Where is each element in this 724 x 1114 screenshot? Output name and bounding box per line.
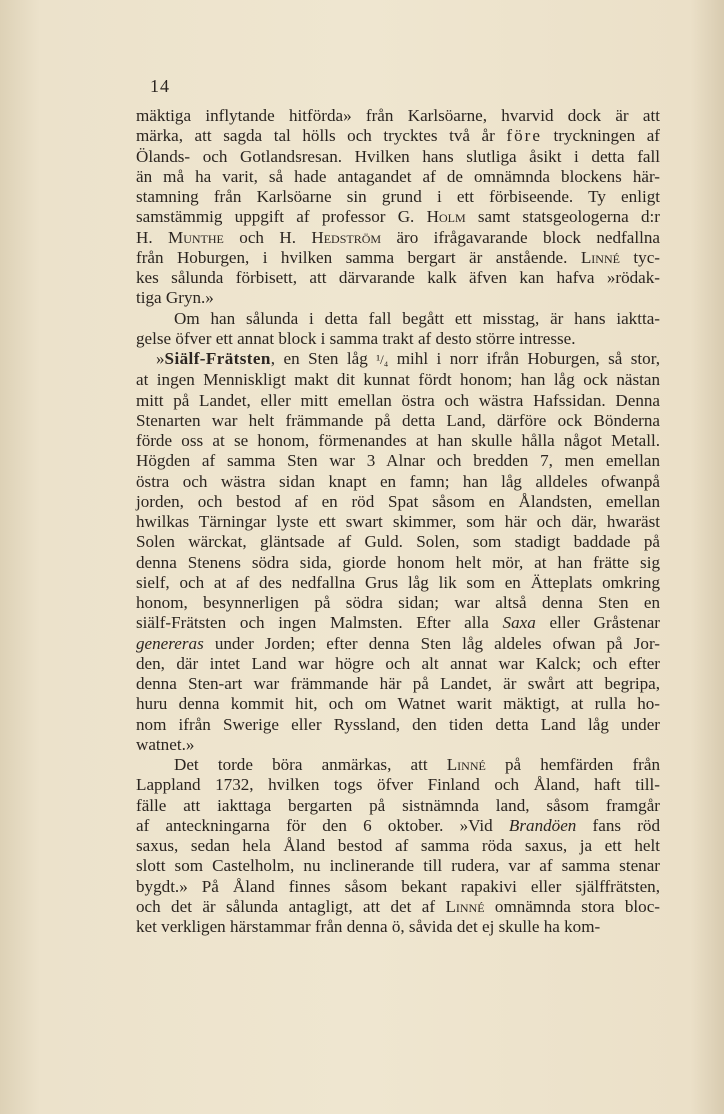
text-line xyxy=(136,573,660,593)
text-line xyxy=(136,126,660,146)
paragraph xyxy=(136,106,660,309)
text-segment: Om han sålunda i detta fall begått ett misstag, är hans iaktta- xyxy=(174,308,660,328)
text-segment: Högden af samma Sten war 3 Alnar och bredden 7, men emellan xyxy=(136,451,660,471)
text-line xyxy=(136,836,660,856)
text-segment: Linné xyxy=(580,247,620,267)
text-segment: eller Gråstenar xyxy=(535,613,660,633)
text-segment: sielf, och at af des nedfallna Grus låg lik som en Ätteplats omkring xyxy=(136,572,660,592)
text-line xyxy=(136,248,660,268)
text-segment: gelse öfver ett annat block i samma trakt af desto större intresse. xyxy=(136,328,576,348)
text-segment: Stenarten war helt främmande på detta Land, därföre ock Bönderna xyxy=(136,410,660,430)
text-line xyxy=(136,431,660,451)
text-line xyxy=(136,735,660,755)
text-segment: » xyxy=(156,349,165,368)
text-segment: tyc- xyxy=(619,247,660,267)
text-line xyxy=(136,532,660,552)
text-segment: Brandöen xyxy=(508,815,577,835)
text-line xyxy=(136,472,660,492)
paragraph xyxy=(136,349,660,755)
text-segment: fans röd xyxy=(576,815,660,835)
text-line xyxy=(136,553,660,573)
text-line xyxy=(136,309,660,329)
text-segment: från Hoburgen, i hvilken samma bergart är anstående. xyxy=(136,247,581,267)
text-line xyxy=(136,329,660,349)
text-line xyxy=(136,147,660,167)
text-segment: och H. xyxy=(223,227,312,247)
paragraph xyxy=(136,755,660,937)
text-segment: kes sålunda förbisett, att därvarande kalk äfven kan hafva »rödak- xyxy=(136,268,660,287)
text-segment: H. xyxy=(136,227,169,247)
text-line xyxy=(136,755,660,775)
text-segment: tryckningen af xyxy=(541,126,661,146)
text-line xyxy=(136,674,660,694)
text-line xyxy=(136,694,660,714)
text-segment: at ingen Menniskligt makt dit kunnat fördt honom; han låg ock nästan xyxy=(136,370,660,390)
text-line xyxy=(136,411,660,431)
text-segment: af anteckningarna för den 6 oktober. »Vid xyxy=(136,815,509,835)
text-segment: märka, att sagda tal hölls och trycktes två år xyxy=(136,126,507,146)
text-segment: Linné xyxy=(446,755,486,774)
text-segment: tiga Gryn.» xyxy=(136,288,214,308)
text-segment: Lappland 1732, hvilken togs öfver Finland och Åland, haft till- xyxy=(136,775,660,795)
text-body xyxy=(136,106,660,937)
page-number: 14 xyxy=(150,76,170,96)
text-line xyxy=(136,634,660,654)
text-segment: Munthe xyxy=(168,227,224,247)
text-segment: ket verkligen härstammar från denna ö, såvida det ej skulle ha kom- xyxy=(136,917,601,936)
text-segment: Ölands- och Gotlandsresan. Hvilken hans slutliga åsikt i detta fall xyxy=(136,146,660,166)
text-segment: förde oss at se honom, förmenandes at han skulle hålla något Metall. xyxy=(136,431,660,450)
text-segment: fälle att iakttaga bergarten på sistnämnda land, såsom framgår xyxy=(136,795,660,815)
text-segment: bygdt.» På Åland finnes såsom bekant rapakivi eller själffrätsten, xyxy=(136,876,660,896)
text-line xyxy=(136,228,660,248)
text-line xyxy=(136,613,660,633)
text-segment: stamning från Karlsöarne sin grund i ett förbiseende. Ty enligt xyxy=(136,187,660,206)
text-segment: än må ha varit, så hade antagandet af de omnämnda blockens här- xyxy=(136,166,660,186)
text-line xyxy=(136,187,660,207)
text-segment: honom, besynnerligen på södra sidan; war altså denna Sten en xyxy=(136,593,660,612)
text-segment: Det torde böra anmärkas, att xyxy=(174,755,447,774)
text-line xyxy=(136,715,660,735)
text-line xyxy=(136,268,660,288)
text-line xyxy=(136,917,660,937)
text-segment: watnet.» xyxy=(136,734,195,754)
text-segment: , en Sten låg xyxy=(270,349,377,368)
text-segment: saxus, sedan hela Åland bestod af samma röda saxus, ja ett helt xyxy=(136,836,660,855)
text-line xyxy=(136,370,660,390)
text-line xyxy=(136,391,660,411)
text-segment: ¹/₄ xyxy=(376,352,389,367)
text-line xyxy=(136,856,660,876)
text-segment: Siälf-Frätsten xyxy=(164,349,271,368)
text-line xyxy=(136,492,660,512)
text-segment: siälf-Frätsten och ingen Malmsten. Efter alla xyxy=(136,613,503,633)
text-line xyxy=(136,349,660,370)
text-line xyxy=(136,106,660,126)
text-line xyxy=(136,451,660,471)
text-line xyxy=(136,897,660,917)
text-segment: samt statsgeologerna d:r xyxy=(465,207,661,227)
text-segment: äro ifrågavarande block nedfallna xyxy=(381,227,660,247)
text-segment: den, där intet Land war högre och alt annat war Kalck; och efter xyxy=(136,653,660,673)
text-segment: samstämmig uppgift af professor G. xyxy=(136,207,427,227)
text-line xyxy=(136,512,660,532)
text-segment: slott som Castelholm, nu inclinerande till rudera, var af samma stenar xyxy=(136,856,660,876)
text-segment: mäktiga inflytande hitförda» från Karlsöarne, hvarvid dock är att xyxy=(136,106,660,125)
text-line xyxy=(136,288,660,308)
text-segment: mitt på Landet, eller mitt emellan östra och wästra Hafssidan. Denna xyxy=(136,390,660,410)
text-segment: Holm xyxy=(426,207,466,227)
text-segment: genereras xyxy=(136,633,204,653)
text-line xyxy=(136,167,660,187)
text-segment: före xyxy=(506,126,542,146)
text-segment: denna Sten-art war främmande här på Landet, är swårt att begripa, xyxy=(136,674,660,693)
text-line xyxy=(136,207,660,227)
text-segment: Linné xyxy=(445,896,485,916)
text-line xyxy=(136,775,660,795)
text-segment: huru denna kommit hit, och om Watnet warit mäktigt, at rulla ho- xyxy=(136,694,660,714)
text-segment: under Jorden; efter denna Sten låg aldeles ofwan på Jor- xyxy=(203,633,660,653)
text-line xyxy=(136,796,660,816)
text-segment: Solen wärckat, gläntsade af Guld. Solen, som stadigt baddade på xyxy=(136,532,660,552)
text-segment: och det är sålunda antagligt, att det af xyxy=(136,896,446,916)
text-segment: östra och wästra sidan knapt en famn; han låg alldeles ofwanpå xyxy=(136,471,660,491)
text-segment: på hemfärden från xyxy=(485,755,660,774)
text-segment: omnämnda stora bloc- xyxy=(484,896,660,916)
text-line xyxy=(136,593,660,613)
text-segment: mihl i norr ifrån Hoburgen, så stor, xyxy=(388,349,661,368)
text-segment: denna Stenens södra sida, giorde honom helt mör, at han frätte sig xyxy=(136,552,660,572)
text-segment: Hedström xyxy=(311,227,382,247)
text-segment: Saxa xyxy=(502,613,536,633)
text-line xyxy=(136,816,660,836)
text-segment: nom ifrån Swerige eller Ryssland, den tiden detta Land låg under xyxy=(136,714,660,734)
text-segment: hwilkas Tärningar lyste ett swart skimmer, som här och där, hwaräst xyxy=(136,512,660,531)
paragraph xyxy=(136,309,660,350)
text-line xyxy=(136,877,660,897)
text-segment: jorden, och bestod af en röd Spat såsom en Ålandsten, emellan xyxy=(136,491,660,511)
text-line xyxy=(136,654,660,674)
